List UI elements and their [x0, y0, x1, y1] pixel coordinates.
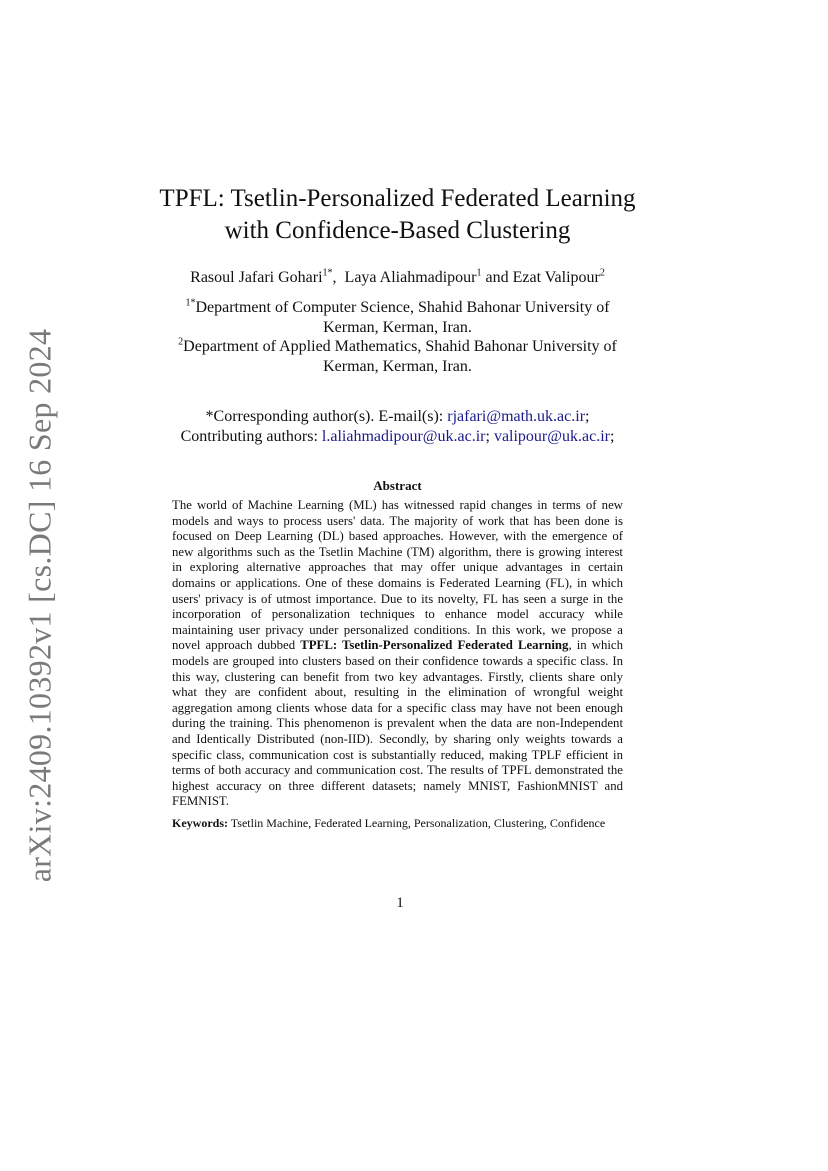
- affiliation-mark: 2: [178, 336, 184, 348]
- keywords: [172, 816, 623, 831]
- author-list: [120, 268, 675, 288]
- corresponding-label: *Corresponding author(s). E-mail(s):: [205, 408, 448, 425]
- abstract-text: , in which models are grouped into clusters based on their confidence towards a specific class. In this way, clustering can benefit from two key advantages. Firstly, clients share only what they are confident about, resulting in the elimination of wrongful weight aggregation among clients whose data for a specific class may have not been enough during the training. This phenomenon is prevalent when the data are non-Independent and Identically Distributed (non-IID). Secondly, by sharing only weights towards a specific class, communication cost is substantially reduced, making TPLF efficient in terms of both accuracy and communication cost. The results of TPFL demonstrated the highest accuracy on three different datasets; namely MNIST, FashionMNIST and FEMNIST.: [172, 638, 623, 809]
- affiliation-line: Department of Computer Science, Shahid Bahonar University of: [195, 299, 610, 316]
- semicolon: ;: [585, 408, 590, 425]
- semicolon: ;: [609, 428, 615, 445]
- affiliation-line: Kerman, Kerman, Iran.: [323, 319, 472, 336]
- affiliation-line: Department of Applied Mathematics, Shahid Bahonar University of: [183, 338, 617, 355]
- affiliation: [165, 337, 630, 377]
- author-name: Ezat Valipour: [512, 269, 600, 286]
- author-name: Laya Aliahmadipour: [344, 269, 477, 286]
- arxiv-stamp: [20, 328, 60, 882]
- affiliation-mark: 1*: [185, 297, 196, 309]
- contributing-label: Contributing authors:: [180, 428, 322, 445]
- author-separator: and: [481, 269, 513, 286]
- corresponding-email-link[interactable]: rjafari@math.uk.ac.ir: [447, 408, 586, 425]
- page-number: 1: [396, 895, 404, 911]
- affiliation: [165, 298, 630, 338]
- correspondence: [120, 407, 675, 447]
- title-line-2: with Confidence-Based Clustering: [224, 217, 571, 244]
- keywords-text: Tsetlin Machine, Federated Learning, Personalization, Clustering, Confidence: [228, 816, 606, 830]
- author-name: Rasoul Jafari Gohari: [190, 269, 323, 286]
- author-affil-mark: 1*: [322, 267, 333, 279]
- arxiv-stamp-text: arXiv:2409.10392v1 [cs.DC] 16 Sep 2024: [21, 328, 58, 882]
- paper-title: [120, 183, 675, 247]
- abstract-text: The world of Machine Learning (ML) has witnessed rapid changes in terms of new models and ways to process users' data. The majority of work that has been done is focused on Deep Learning (DL) based approaches. However, with the emergence of new algorithms such as the Tsetlin Machine (TM) algorithm, there is growing interest in exploring alternative approaches that may offer unique advantages in certain domains or applications. One of these domains is Federated Learning (FL), in which users' privacy is of utmost importance. Due to its novelty, FL has seen a surge in the incorporation of personalization techniques to enhance model accuracy while maintaining user privacy under personalized conditions. In this work, we propose a novel approach dubbed: [172, 498, 623, 653]
- author-affil-mark: 2: [599, 267, 605, 279]
- contributing-email-link[interactable]: valipour@uk.ac.ir: [493, 428, 610, 445]
- author-affil-mark: 1: [476, 267, 482, 279]
- abstract-method-name: TPFL: Tsetlin-Personalized Federated Learning: [300, 638, 569, 653]
- keywords-label: Keywords:: [172, 816, 228, 830]
- contributing-email-link[interactable]: l.aliahmadipour@uk.ac.ir: [321, 428, 486, 445]
- title-line-1: TPFL: Tsetlin-Personalized Federated Learning: [159, 185, 636, 212]
- semicolon: ;: [485, 428, 490, 445]
- abstract-heading: Abstract: [373, 478, 422, 493]
- author-separator: ,: [332, 269, 345, 286]
- abstract-body: [172, 498, 623, 810]
- affiliation-line: Kerman, Kerman, Iran.: [323, 358, 472, 375]
